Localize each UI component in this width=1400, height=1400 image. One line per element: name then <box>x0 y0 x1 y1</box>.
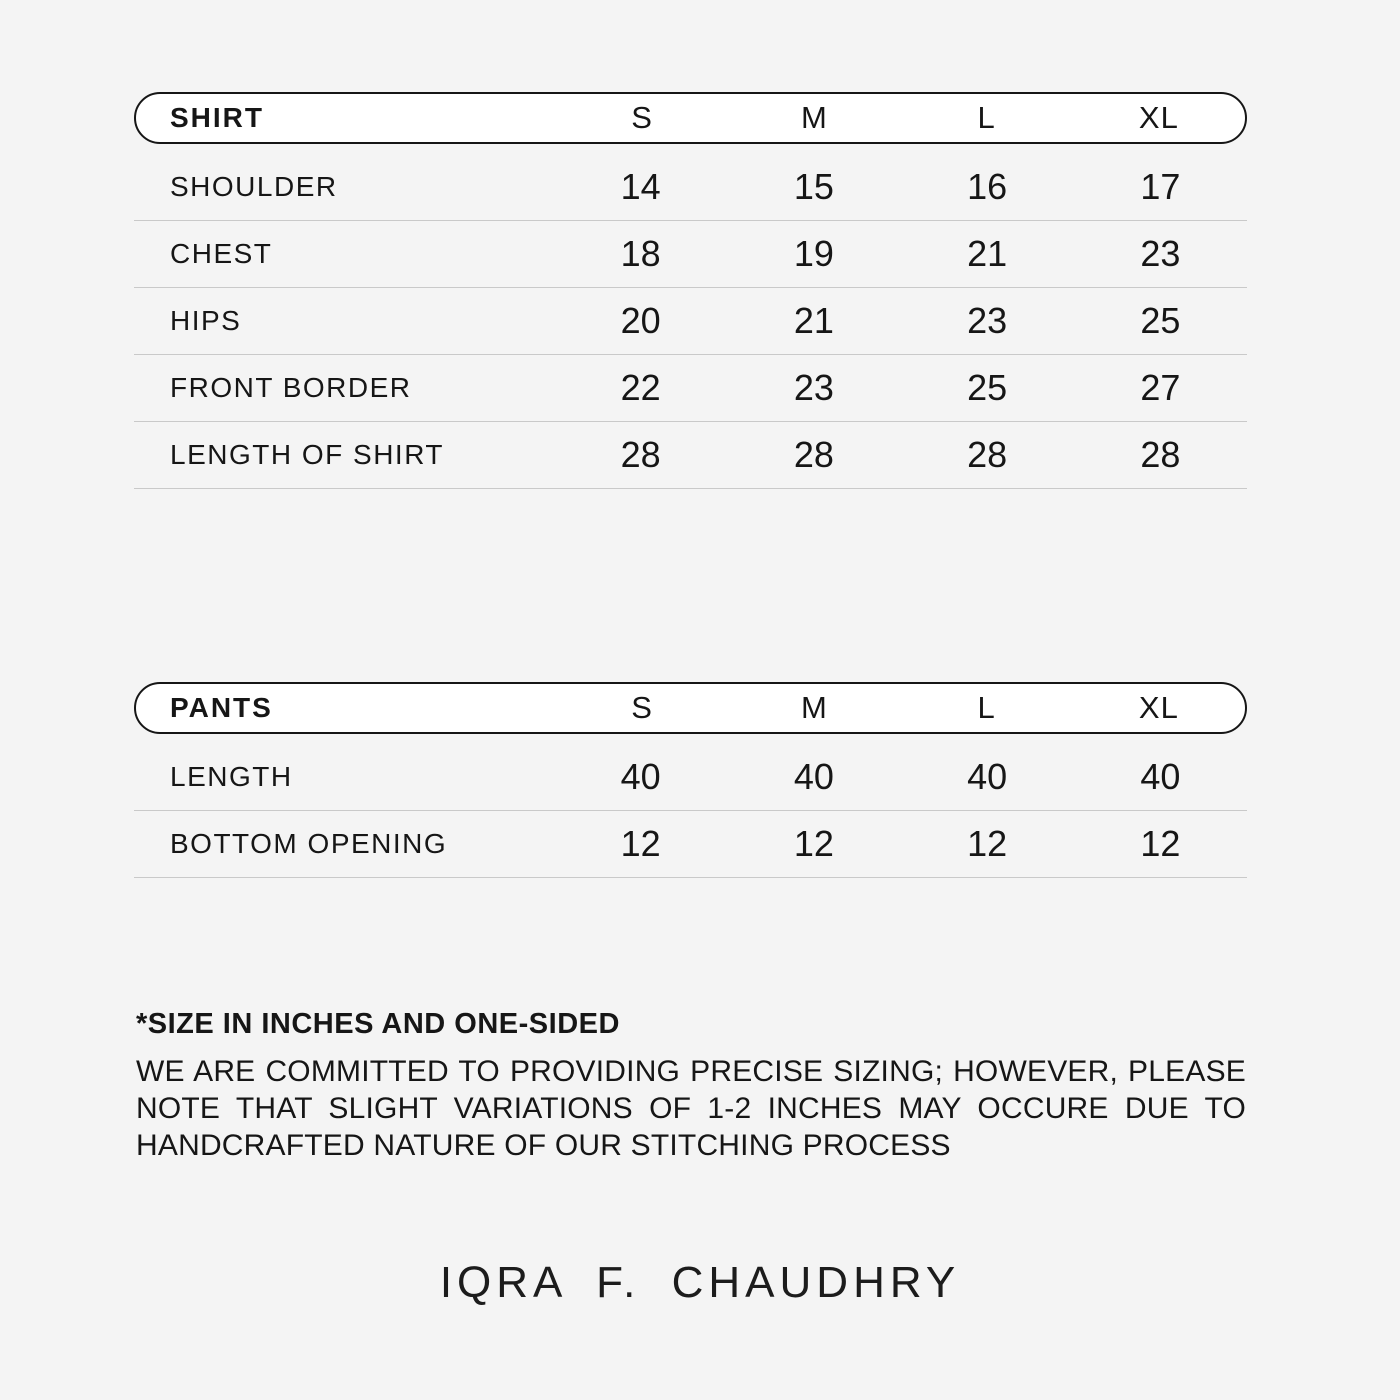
table-row-bottom-opening <box>134 811 1247 878</box>
cell-value: 23 <box>793 367 834 408</box>
row-label: FRONT BORDER <box>170 372 412 403</box>
cell-value: 18 <box>620 233 661 274</box>
cell-value: 40 <box>793 756 834 797</box>
column-header-xl: XL <box>1138 690 1179 725</box>
cell-value: 28 <box>967 434 1008 475</box>
table-row-length <box>134 744 1247 811</box>
cell-value: 23 <box>967 300 1008 341</box>
note-heading: *SIZE IN INCHES AND ONE-SIDED <box>136 1008 620 1040</box>
pants-table-title: PANTS <box>170 692 273 723</box>
row-label: LENGTH OF SHIRT <box>170 439 445 470</box>
cell-value: 21 <box>793 300 834 341</box>
cell-value: 20 <box>620 300 661 341</box>
cell-value: 14 <box>620 166 661 207</box>
sizing-note <box>136 1008 1246 1164</box>
row-label: HIPS <box>170 305 242 336</box>
table-row-length-of-shirt <box>134 422 1247 489</box>
column-header-m: M <box>800 690 828 725</box>
cell-value: 25 <box>967 367 1008 408</box>
column-header-xl: XL <box>1138 100 1179 135</box>
table-row-hips <box>134 288 1247 355</box>
column-header-m: M <box>800 100 828 135</box>
shirt-size-table <box>134 92 1247 489</box>
row-label: LENGTH <box>170 761 293 792</box>
table-row-chest <box>134 221 1247 288</box>
cell-value: 40 <box>620 756 661 797</box>
table-row-front-border <box>134 355 1247 422</box>
cell-value: 28 <box>620 434 661 475</box>
column-header-l: L <box>977 100 996 135</box>
cell-value: 19 <box>793 233 834 274</box>
cell-value: 28 <box>793 434 834 475</box>
row-label: BOTTOM OPENING <box>170 828 448 859</box>
column-header-s: S <box>631 100 653 135</box>
cell-value: 12 <box>620 823 661 864</box>
pants-size-table <box>134 682 1247 878</box>
shirt-table-title: SHIRT <box>170 102 264 133</box>
shirt-table-rows <box>134 154 1247 489</box>
row-label: CHEST <box>170 238 273 269</box>
cell-value: 15 <box>793 166 834 207</box>
cell-value: 27 <box>1140 367 1181 408</box>
brand-name: IQRA F. CHAUDHRY <box>439 1258 961 1307</box>
row-label: SHOULDER <box>170 171 338 202</box>
cell-value: 12 <box>967 823 1008 864</box>
cell-value: 21 <box>967 233 1008 274</box>
cell-value: 22 <box>620 367 661 408</box>
cell-value: 25 <box>1140 300 1181 341</box>
pants-table-header-pill <box>134 682 1247 734</box>
pants-table-rows <box>134 744 1247 878</box>
cell-value: 28 <box>1140 434 1181 475</box>
column-header-s: S <box>631 690 653 725</box>
table-row-shoulder <box>134 154 1247 221</box>
cell-value: 12 <box>793 823 834 864</box>
cell-value: 40 <box>1140 756 1181 797</box>
cell-value: 16 <box>967 166 1008 207</box>
cell-value: 23 <box>1140 233 1181 274</box>
column-header-l: L <box>977 690 996 725</box>
note-body: WE ARE COMMITTED TO PROVIDING PRECISE SIZING; HOWEVER, PLEASE NOTE THAT SLIGHT VARIATIONS OF 1-2 INCHES MAY OCCURE DUE TO HANDCRAFTED NATURE OF OUR STITCHING PROCESS <box>136 1055 1246 1162</box>
cell-value: 12 <box>1140 823 1181 864</box>
cell-value: 40 <box>967 756 1008 797</box>
cell-value: 17 <box>1140 166 1181 207</box>
shirt-table-header-pill <box>134 92 1247 144</box>
